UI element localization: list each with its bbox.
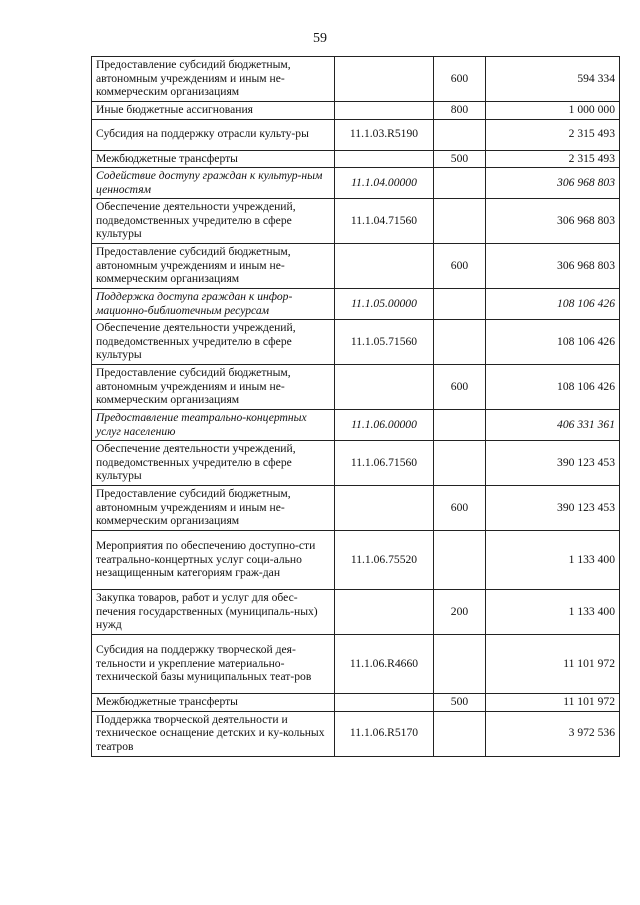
row-name-cell: Межбюджетные трансферты (92, 694, 335, 712)
row-code-cell: 11.1.06.75520 (335, 531, 434, 590)
row-sum-cell: 306 968 803 (486, 199, 620, 244)
row-name-cell: Межбюджетные трансферты (92, 150, 335, 168)
row-type-cell (434, 320, 486, 365)
row-code-cell: 11.1.06.71560 (335, 441, 434, 486)
budget-table-body (92, 57, 620, 757)
row-sum-cell: 11 101 972 (486, 694, 620, 712)
table-row (92, 711, 620, 756)
table-row (92, 199, 620, 244)
row-code-cell (335, 102, 434, 120)
table-row (92, 590, 620, 635)
row-name-cell: Поддержка творческой деятельности и техническое оснащение детских и ку-кольных театров (92, 711, 335, 756)
row-type-cell: 600 (434, 365, 486, 410)
table-row (92, 119, 620, 150)
row-name-cell: Предоставление театрально-концертных услуг населению (92, 410, 335, 441)
row-code-cell (335, 590, 434, 635)
page-number: 59 (313, 31, 327, 46)
row-name-cell: Мероприятия по обеспечению доступно-сти театрально-концертных услуг соци-ально незащищенным категориям граж-дан (92, 531, 335, 590)
row-type-cell (434, 199, 486, 244)
row-name-cell: Закупка товаров, работ и услуг для обес-печения государственных (муниципаль-ных) нужд (92, 590, 335, 635)
row-code-cell: 11.1.03.R5190 (335, 119, 434, 150)
row-type-cell: 800 (434, 102, 486, 120)
row-code-cell (335, 365, 434, 410)
row-code-cell (335, 150, 434, 168)
row-name-cell: Субсидия на поддержку отрасли культу-ры (92, 119, 335, 150)
row-sum-cell: 390 123 453 (486, 441, 620, 486)
row-sum-cell: 108 106 426 (486, 365, 620, 410)
row-sum-cell: 406 331 361 (486, 410, 620, 441)
row-name-cell: Предоставление субсидий бюджетным, автономным учреждениям и иным не-коммерческим организациям (92, 244, 335, 289)
row-name-cell: Поддержка доступа граждан к инфор-мационно-библиотечным ресурсам (92, 289, 335, 320)
table-row (92, 320, 620, 365)
row-sum-cell: 108 106 426 (486, 289, 620, 320)
row-code-cell: 11.1.05.00000 (335, 289, 434, 320)
row-type-cell: 500 (434, 150, 486, 168)
row-code-cell (335, 57, 434, 102)
row-name-cell: Предоставление субсидий бюджетным, автономным учреждениям и иным не-коммерческим организациям (92, 486, 335, 531)
row-name-cell: Обеспечение деятельности учреждений, подведомственных учредителю в сфере культуры (92, 320, 335, 365)
row-sum-cell: 2 315 493 (486, 150, 620, 168)
row-code-cell: 11.1.04.00000 (335, 168, 434, 199)
row-code-cell: 11.1.06.00000 (335, 410, 434, 441)
table-row (92, 57, 620, 102)
table-row (92, 531, 620, 590)
row-type-cell (434, 119, 486, 150)
row-type-cell: 600 (434, 57, 486, 102)
row-sum-cell: 1 133 400 (486, 590, 620, 635)
row-sum-cell: 1 133 400 (486, 531, 620, 590)
row-name-cell: Иные бюджетные ассигнования (92, 102, 335, 120)
row-type-cell: 600 (434, 244, 486, 289)
row-code-cell: 11.1.06.R5170 (335, 711, 434, 756)
table-row (92, 150, 620, 168)
row-code-cell: 11.1.06.R4660 (335, 635, 434, 694)
row-type-cell (434, 410, 486, 441)
table-row (92, 289, 620, 320)
row-name-cell: Обеспечение деятельности учреждений, подведомственных учредителю в сфере культуры (92, 441, 335, 486)
row-sum-cell: 306 968 803 (486, 168, 620, 199)
row-name-cell: Содействие доступу граждан к культур-ным ценностям (92, 168, 335, 199)
row-sum-cell: 2 315 493 (486, 119, 620, 150)
row-sum-cell: 1 000 000 (486, 102, 620, 120)
row-sum-cell: 306 968 803 (486, 244, 620, 289)
row-sum-cell: 11 101 972 (486, 635, 620, 694)
table-row (92, 102, 620, 120)
table-row (92, 441, 620, 486)
row-type-cell (434, 531, 486, 590)
row-code-cell: 11.1.05.71560 (335, 320, 434, 365)
row-sum-cell: 3 972 536 (486, 711, 620, 756)
row-sum-cell: 594 334 (486, 57, 620, 102)
row-type-cell (434, 289, 486, 320)
row-type-cell: 200 (434, 590, 486, 635)
row-code-cell (335, 694, 434, 712)
table-row (92, 635, 620, 694)
row-type-cell (434, 441, 486, 486)
table-row (92, 168, 620, 199)
table-row (92, 486, 620, 531)
row-type-cell: 600 (434, 486, 486, 531)
table-row (92, 694, 620, 712)
table-row (92, 244, 620, 289)
budget-table (91, 56, 620, 757)
table-row (92, 410, 620, 441)
table-row (92, 365, 620, 410)
row-code-cell (335, 486, 434, 531)
row-name-cell: Предоставление субсидий бюджетным, автономным учреждениям и иным не-коммерческим организациям (92, 57, 335, 102)
row-name-cell: Предоставление субсидий бюджетным, автономным учреждениям и иным не-коммерческим организациям (92, 365, 335, 410)
row-code-cell: 11.1.04.71560 (335, 199, 434, 244)
row-type-cell: 500 (434, 694, 486, 712)
row-sum-cell: 108 106 426 (486, 320, 620, 365)
row-type-cell (434, 635, 486, 694)
row-name-cell: Обеспечение деятельности учреждений, подведомственных учредителю в сфере культуры (92, 199, 335, 244)
row-sum-cell: 390 123 453 (486, 486, 620, 531)
row-code-cell (335, 244, 434, 289)
row-type-cell (434, 711, 486, 756)
row-type-cell (434, 168, 486, 199)
row-name-cell: Субсидия на поддержку творческой дея-тельности и укрепление материально-технической базы муниципальных теат-ров (92, 635, 335, 694)
